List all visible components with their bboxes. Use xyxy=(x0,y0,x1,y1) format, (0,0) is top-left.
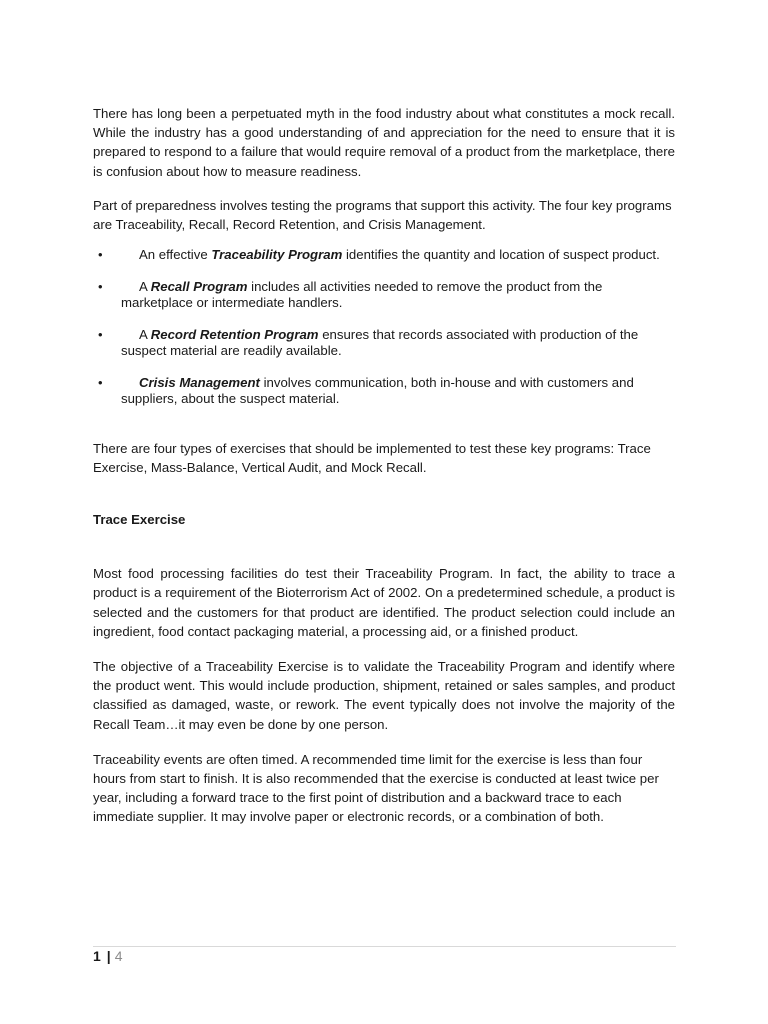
exercises-intro-paragraph: There are four types of exercises that should be implemented to test these key programs: Trace Exercise, Mass-Balance, Vertical Audit, and Mock Recall. xyxy=(93,440,651,475)
bullet-icon: • xyxy=(98,247,103,263)
bullet-icon: • xyxy=(98,326,103,342)
list-item-text: involves communication, both in-house and with customers and suppliers, about the suspect material. xyxy=(121,374,634,407)
trace-paragraph-1: Most food processing facilities do test their Traceability Program. In fact, the ability to trace a product is a requirement of the Bioterrorism Act of 2002. On a predetermined schedule, a product is selected and the customers for that product are identified. The product selection could include an ingredient, food contact packaging material, a processing aid, or a finished product. xyxy=(93,566,675,639)
document-page xyxy=(93,104,675,827)
list-item-term: Traceability Program xyxy=(211,247,343,263)
section-heading: Trace Exercise xyxy=(93,512,186,528)
list-item-prefix: An effective xyxy=(139,247,212,263)
page-footer xyxy=(93,947,123,965)
list-item-prefix: A xyxy=(139,326,151,342)
page-separator: | xyxy=(106,948,111,964)
list-item-term: Record Retention Program xyxy=(150,326,319,342)
page-total: 4 xyxy=(114,948,123,964)
list-item xyxy=(93,375,675,408)
footer-divider xyxy=(93,946,676,947)
bullet-icon: • xyxy=(98,374,103,390)
key-programs-list xyxy=(93,247,675,408)
trace-paragraph-3: Traceability events are often timed. A recommended time limit for the exercise is less than four hours from start to finish. It is also recommended that the exercise is conducted at least twice per year, including a forward trace to the first point of distribution and a backward trace to each immediate supplier. It may involve paper or electronic records, or a combination of both. xyxy=(93,751,659,825)
list-item-text: identifies the quantity and location of suspect product. xyxy=(342,247,660,263)
list-item-text: includes all activities needed to remove the product from the marketplace or intermediate handlers. xyxy=(121,278,603,311)
list-item-term: Recall Program xyxy=(150,278,248,294)
list-item xyxy=(93,327,675,360)
page-number: 1 xyxy=(93,948,101,964)
bullet-icon: • xyxy=(98,278,103,294)
intro-paragraph-1: There has long been a perpetuated myth in the food industry about what constitutes a mock recall. While the industry has a good understanding of and appreciation for the need to ensure that it is prepared to respond to a failure that would require removal of a product from the marketplace, there is confusion about how to measure readiness. xyxy=(93,106,675,179)
trace-paragraph-2: The objective of a Traceability Exercise is to validate the Traceability Program and identify where the product went. This would include production, shipment, retained or sales samples, and product classified as damaged, waste, or rework. The event typically does not involve the majority of the Recall Team…it may even be done by one person. xyxy=(93,658,675,732)
list-item-term: Crisis Management xyxy=(139,374,260,390)
list-item xyxy=(93,247,675,264)
list-item xyxy=(93,279,675,312)
list-item-prefix: A xyxy=(139,278,151,294)
list-item-text: ensures that records associated with production of the suspect material are readily available. xyxy=(121,326,639,359)
intro-paragraph-2: Part of preparedness involves testing the programs that support this activity. The four key programs are Traceability, Recall, Record Retention, and Crisis Management. xyxy=(93,197,672,233)
